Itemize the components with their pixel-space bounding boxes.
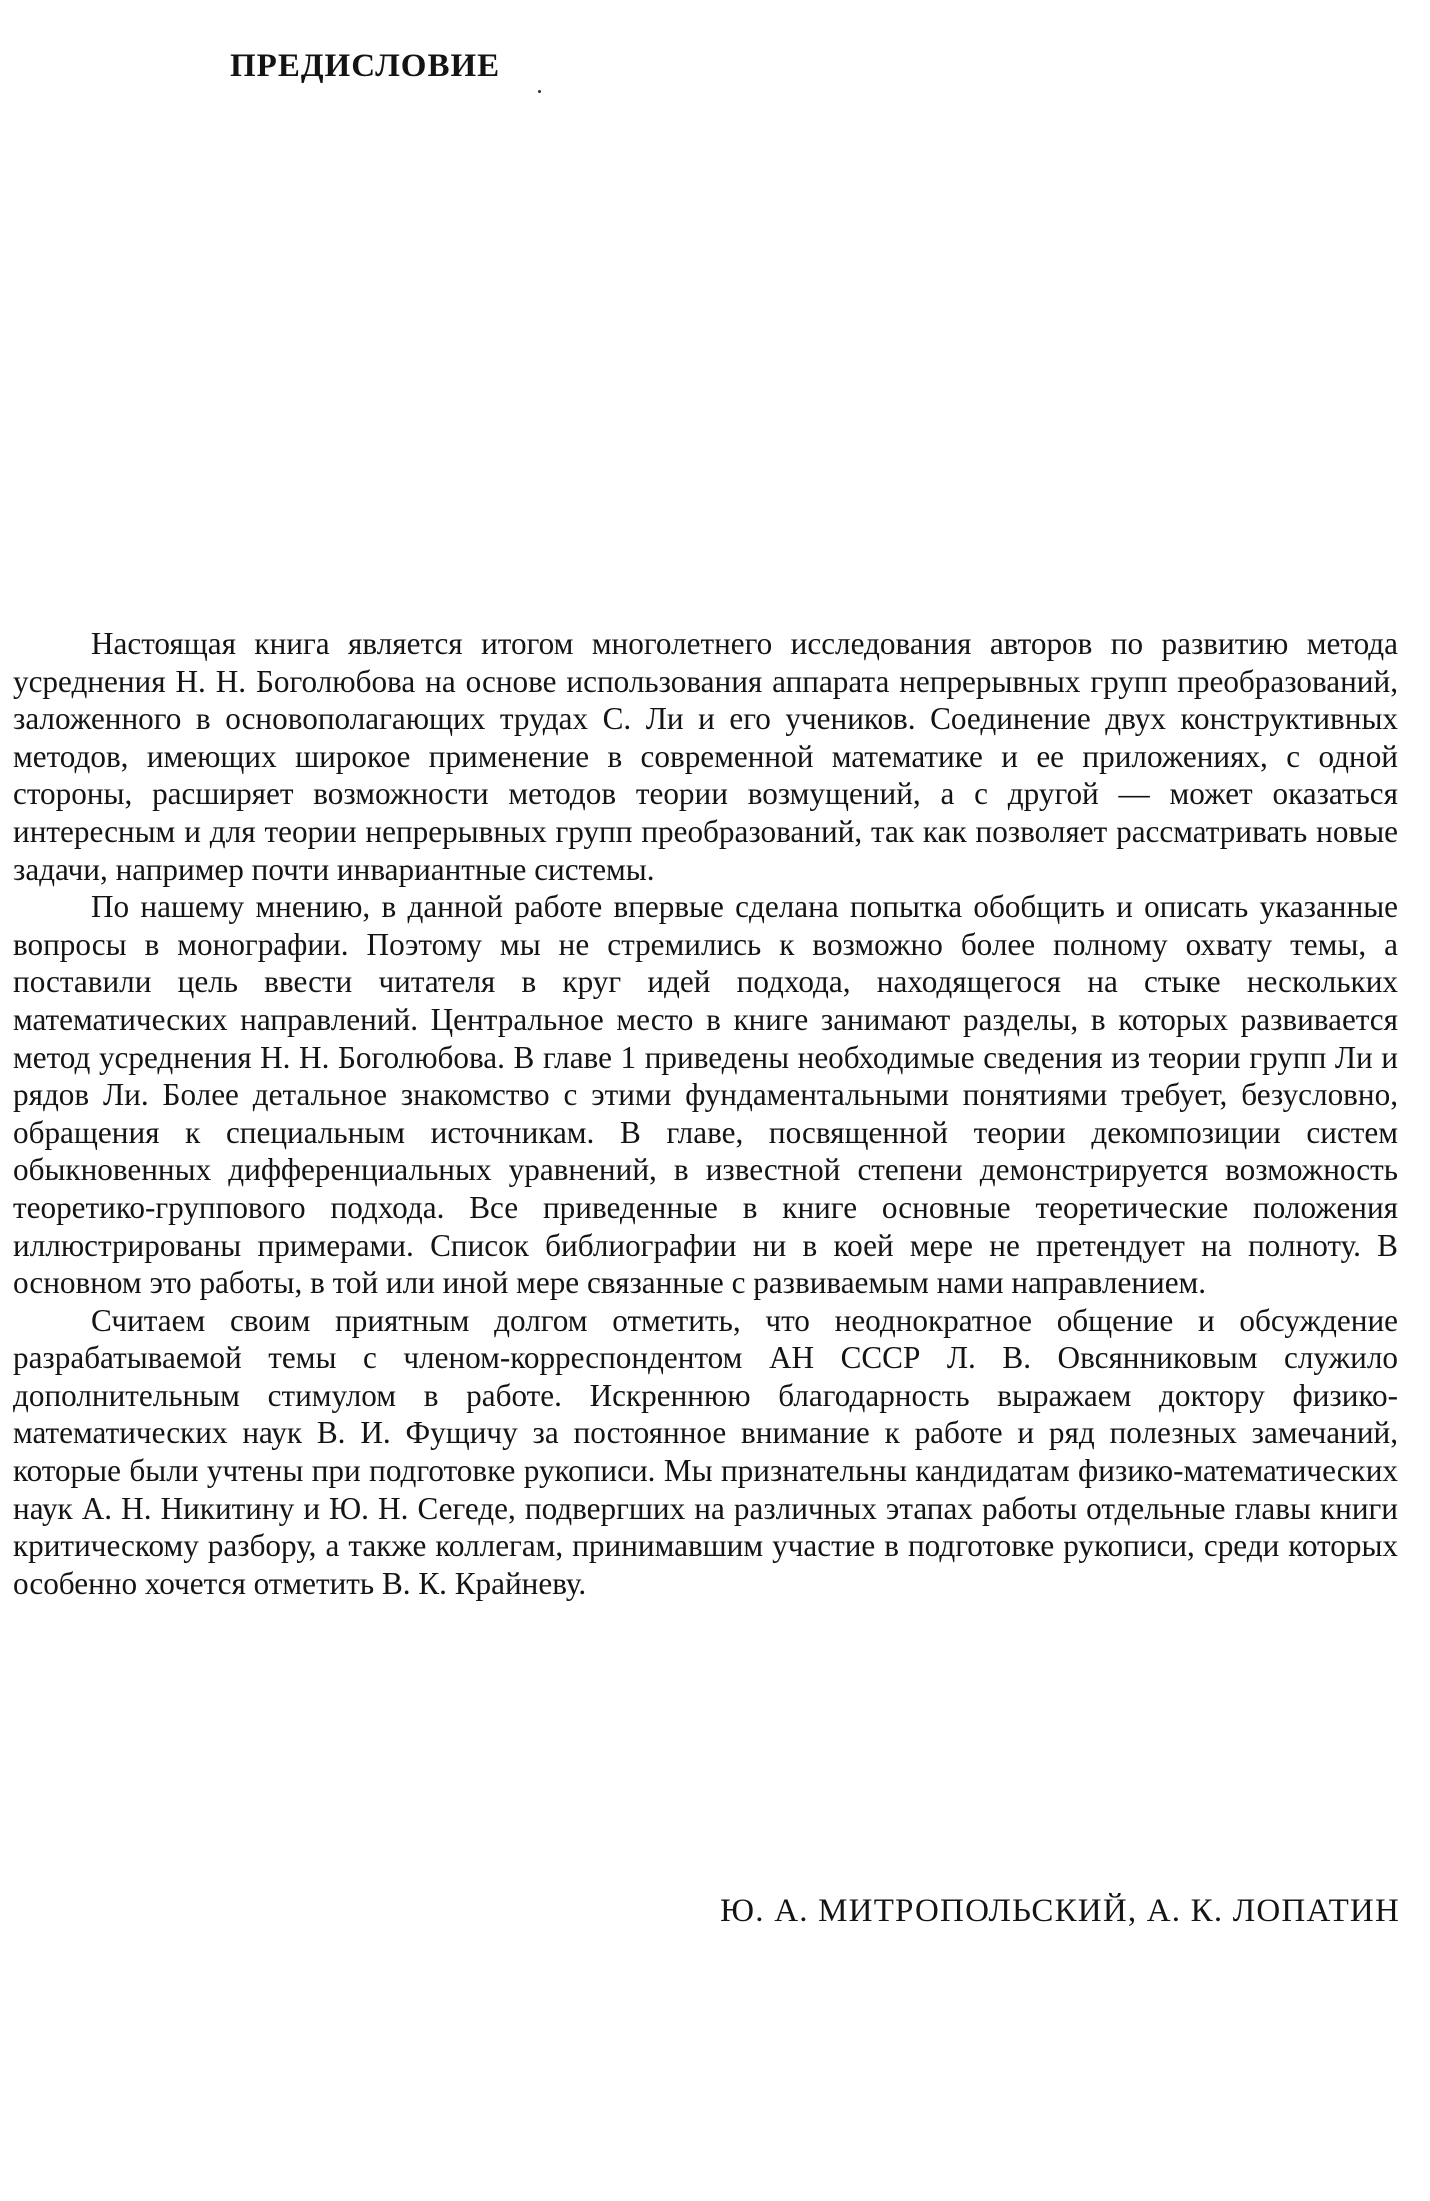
preface-body [13,625,1398,1602]
paragraph-3: Считаем своим приятным долгом отметить, что неоднократное общение и обсуждение разрабатываемой темы с членом-корреспондентом АН СССР Л. В. Овсянниковым служило дополнительным стимулом в работе. Искреннюю благодарность выражаем доктору физико-математических наук В. И. Фущичу за постоянное внимание к работе и ряд полезных замечаний, которые были учтены при подготовке рукописи. Мы признательны кандидатам физико-математических наук А. Н. Никитину и Ю. Н. Сегеде, подвергших на различных этапах работы отдельные главы книги критическому разбору, а также коллегам, принимавшим участие в подготовке рукописи, среди которых особенно хочется отметить В. К. Крайневу. [13,1302,1398,1601]
print-speck [538,90,541,93]
paragraph-1: Настоящая книга является итогом многолетнего исследования авторов по развитию метода усреднения Н. Н. Боголюбова на основе использования аппарата непрерывных групп преобразований, заложенного в основополагающих трудах С. Ли и его учеников. Соединение двух конструктивных методов, имеющих широкое применение в современной математике и ее приложениях, с одной стороны, расширяет возможности методов теории возмущений, а с другой — может оказаться интересным и для теории непрерывных групп преобразований, так как позволяет рассматривать новые задачи, например почти инвариантные системы. [13,626,1398,887]
authors-signature: Ю. А. МИТРОПОЛЬСКИЙ, А. К. ЛОПАТИН [720,1893,1400,1929]
paragraph-2: По нашему мнению, в данной работе впервые сделана попытка обобщить и описать указанные вопросы в монографии. Поэтому мы не стремились к возможно более полному охвату темы, а поставили цель ввести читателя в круг идей подхода, находящегося на стыке нескольких математических направлений. Центральное место в книге занимают разделы, в которых развивается метод усреднения Н. Н. Боголюбова. В главе 1 приведены необходимые сведения из теории групп Ли и рядов Ли. Более детальное знакомство с этими фундаментальными понятиями требует, безусловно, обращения к специальным источникам. В главе, посвященной теории декомпозиции систем обыкновенных дифференциальных уравнений, в известной степени демонстрируется возможность теоретико-группового подхода. Все приведенные в книге основные теоретические положения иллюстрированы примерами. Список библиографии ни в коей мере не претендует на полноту. В основном это работы, в той или иной мере связанные с развиваемым нами направлением. [13,889,1398,1301]
page-title: ПРЕДИСЛОВИЕ [230,48,501,84]
